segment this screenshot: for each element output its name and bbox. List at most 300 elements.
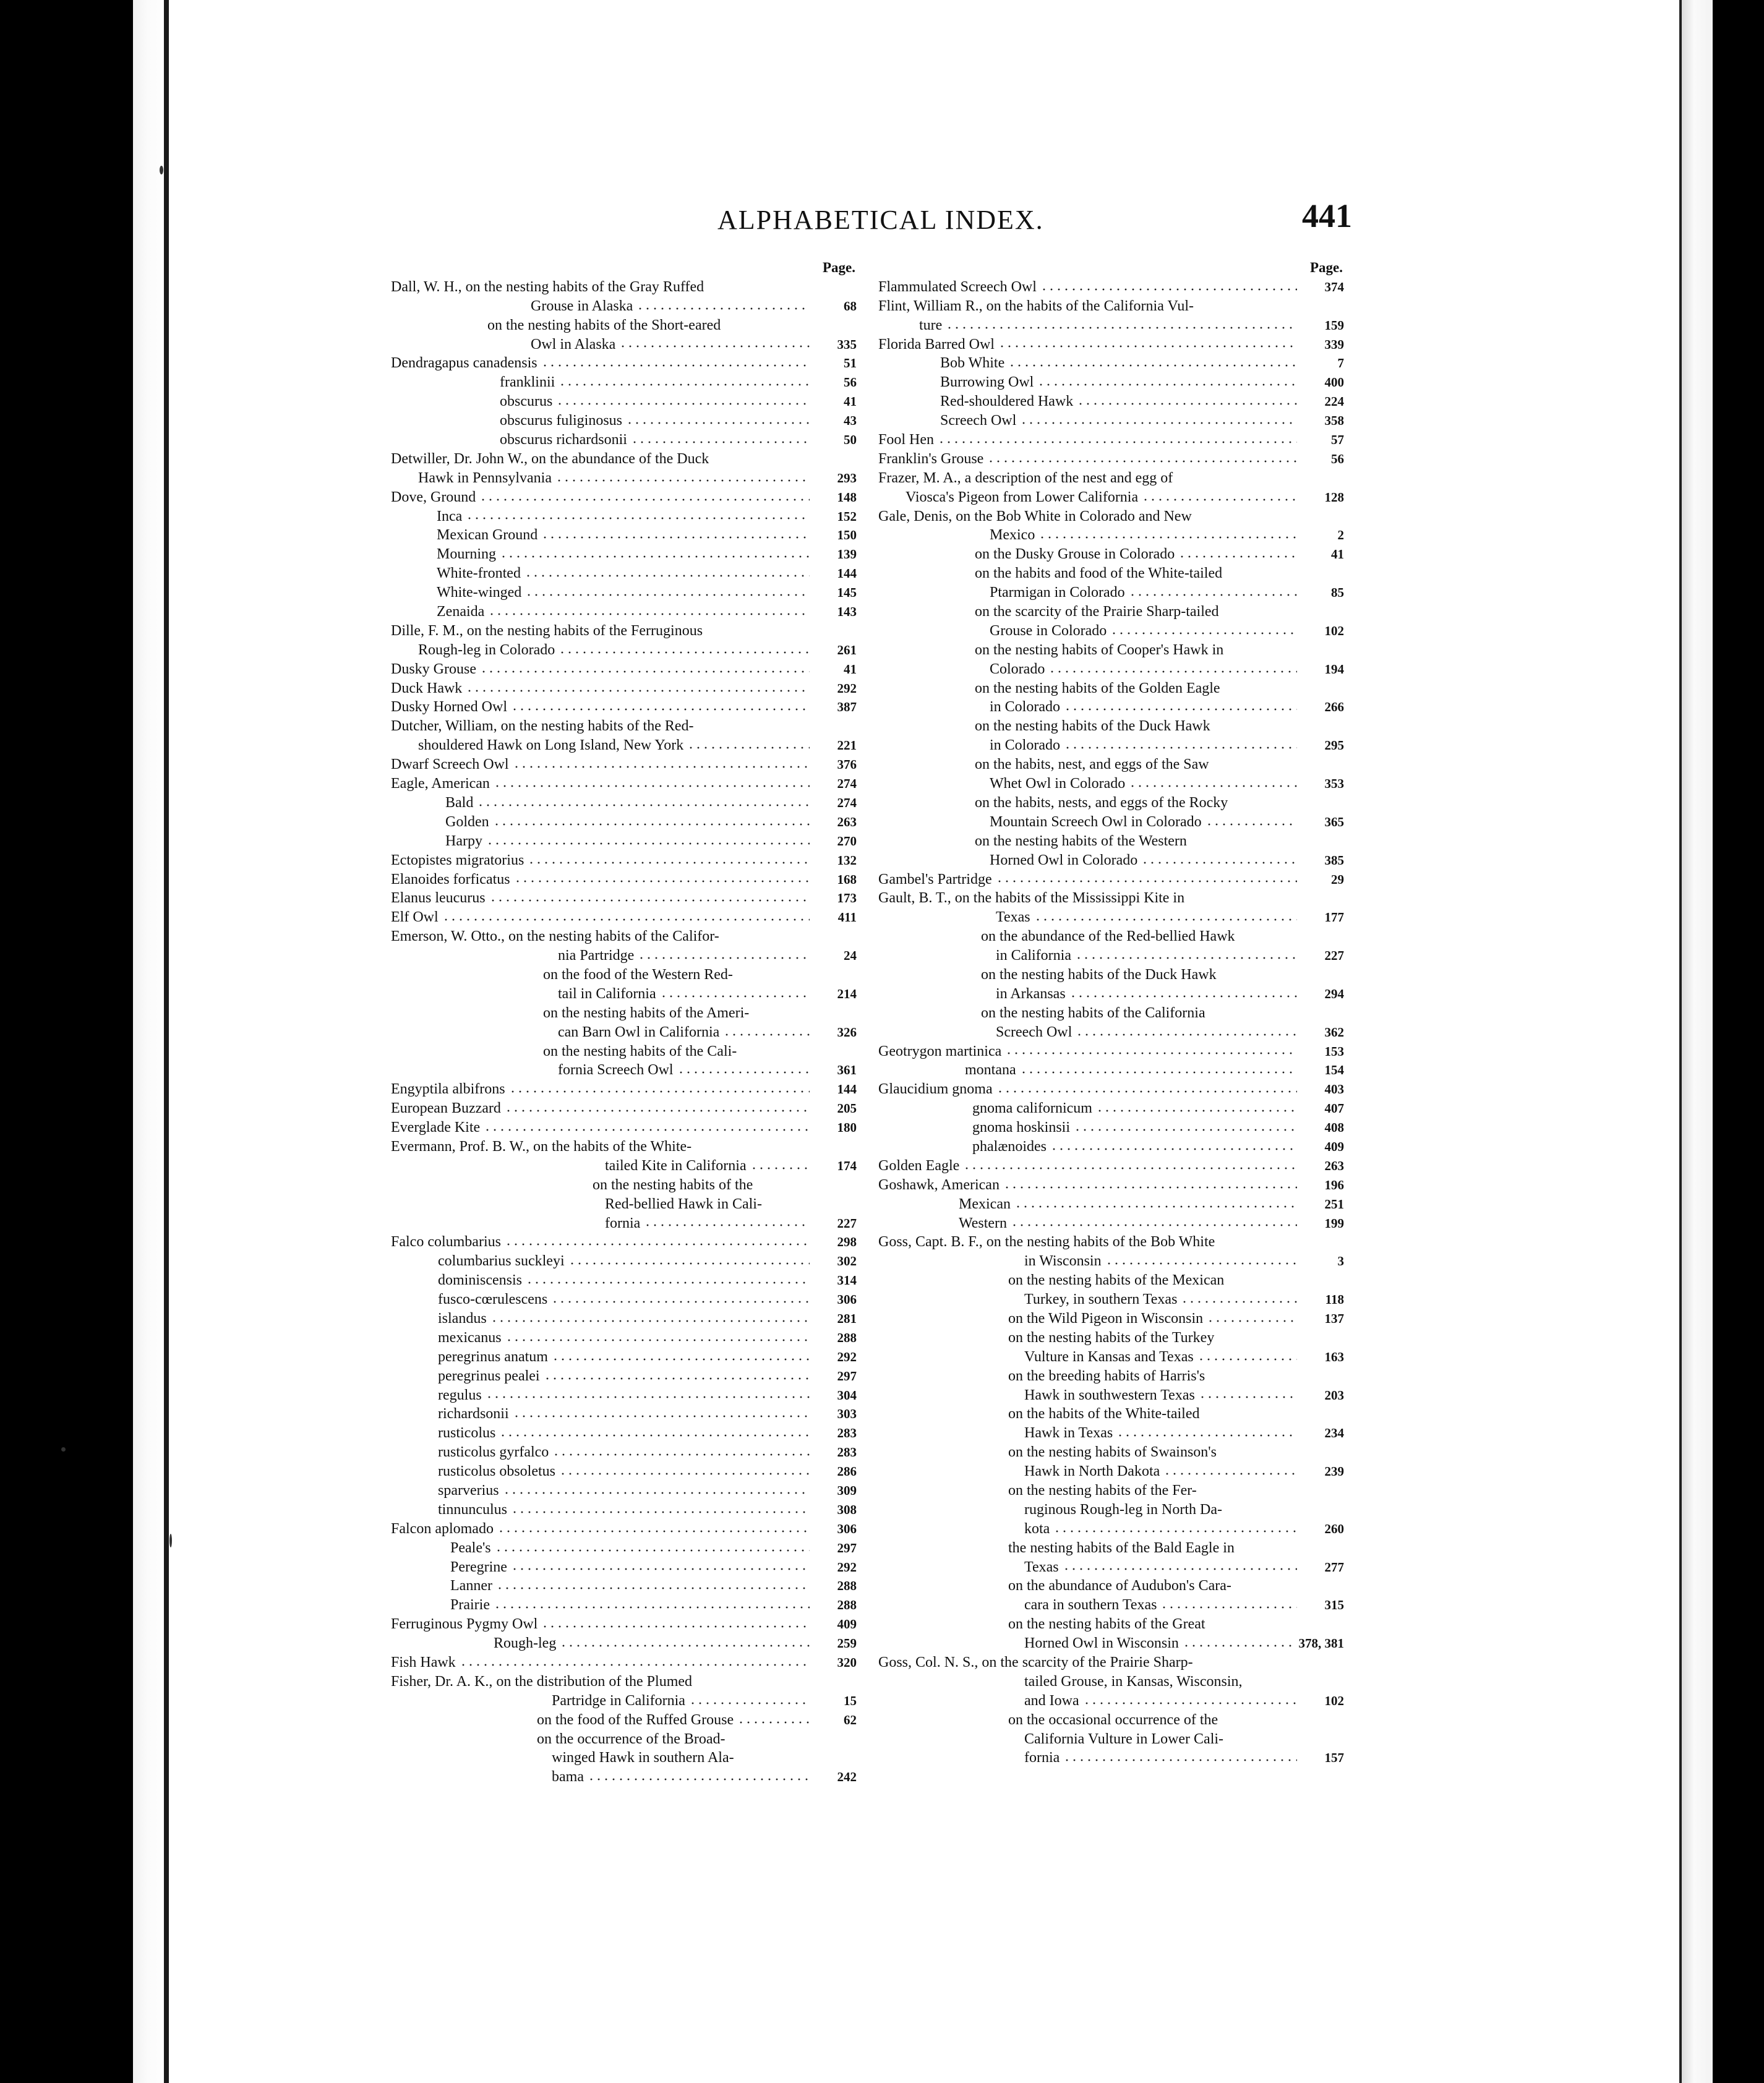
dot-leader <box>1063 1757 1297 1763</box>
entry-text: European Buzzard <box>391 1100 501 1117</box>
entry-text: on the nesting habits of the Mexican <box>1008 1272 1225 1289</box>
entry-text: Gale, Denis, on the Bob White in Colorado and New <box>878 508 1192 524</box>
dot-leader <box>526 1280 810 1286</box>
index-entry <box>878 1080 1344 1099</box>
index-entry <box>878 813 1344 832</box>
entry-text: Dille, F. M., on the nesting habits of the Ferruginous <box>391 622 703 639</box>
index-entry <box>391 1367 857 1386</box>
dot-leader <box>524 573 810 579</box>
index-entry <box>391 736 857 755</box>
index-entry <box>391 1386 857 1405</box>
index-entry <box>391 1558 857 1577</box>
dot-leader <box>631 439 810 445</box>
index-entry <box>391 507 857 526</box>
entry-text: tail in California <box>558 985 656 1002</box>
page-reference: 221 <box>837 738 857 753</box>
page-reference: 139 <box>837 547 857 562</box>
entry-text: Mexican <box>959 1195 1011 1212</box>
dot-leader <box>560 1643 810 1649</box>
entry-text: Fish Hawk <box>391 1654 456 1671</box>
page-reference: 132 <box>837 852 857 868</box>
entry-text: on the nesting habits of the Short-eared <box>487 317 721 333</box>
index-entry <box>878 1042 1344 1061</box>
index-entry <box>391 335 857 354</box>
entry-text: in Colorado <box>990 737 1060 754</box>
index-entry <box>391 1768 857 1787</box>
entry-text: Engyptila albifrons <box>391 1081 505 1098</box>
dot-leader <box>484 1127 810 1133</box>
entry-text: Evermann, Prof. B. W., on the habits of the White- <box>391 1138 692 1155</box>
index-entry <box>878 488 1344 507</box>
page-reference: 403 <box>1324 1082 1344 1097</box>
index-entry <box>878 1576 1344 1596</box>
entry-text: White-fronted <box>437 565 521 582</box>
index-entry <box>878 1653 1344 1672</box>
dot-leader <box>559 649 810 656</box>
dot-leader <box>1163 1471 1297 1477</box>
dot-leader <box>486 840 810 847</box>
entry-text: Fool Hen <box>878 432 934 448</box>
entry-text: Frazer, M. A., a description of the nest and egg of <box>878 469 1173 486</box>
index-entry <box>878 1386 1344 1405</box>
page-reference: 150 <box>837 528 857 543</box>
page-reference: 41 <box>844 661 857 677</box>
index-entry <box>878 316 1344 335</box>
page-reference: 50 <box>844 432 857 448</box>
entry-text: Detwiller, Dr. John W., on the abundance of the Duck <box>391 450 709 467</box>
entry-text: Elanoides forficatus <box>391 871 510 888</box>
dot-leader <box>1020 420 1297 426</box>
page-reference: 376 <box>837 757 857 772</box>
index-entry <box>878 851 1344 870</box>
entry-text: Glaucidium gnoma <box>878 1081 993 1098</box>
page-reference: 261 <box>837 642 857 657</box>
page-reference: 118 <box>1325 1292 1344 1307</box>
entry-text: Viosca's Pigeon from Lower California <box>906 489 1139 505</box>
dot-leader <box>1207 1318 1297 1324</box>
page-reference: 173 <box>837 891 857 906</box>
entry-text: on the nesting habits of the Fer- <box>1008 1482 1197 1499</box>
entry-text: Dutcher, William, on the nesting habits of the Red- <box>391 718 694 735</box>
index-entry <box>878 1271 1344 1290</box>
entry-text: Lanner <box>450 1578 492 1594</box>
index-entry <box>391 354 857 373</box>
page-reference: 174 <box>837 1158 857 1173</box>
index-entry <box>391 985 857 1004</box>
index-entry <box>878 507 1344 526</box>
index-entry <box>391 1634 857 1653</box>
page-reference: 154 <box>1324 1063 1344 1078</box>
index-entry <box>391 1539 857 1558</box>
dot-leader <box>528 860 810 866</box>
index-entry <box>878 545 1344 564</box>
page-reference: 274 <box>837 795 857 810</box>
index-entry <box>878 717 1344 736</box>
page-reference: 277 <box>1324 1559 1344 1575</box>
page-reference: 263 <box>837 814 857 829</box>
dot-leader <box>488 611 810 617</box>
index-entry <box>878 450 1344 469</box>
dot-leader <box>509 1089 810 1095</box>
page-reference: 102 <box>1324 1693 1344 1708</box>
dot-leader <box>505 1241 810 1247</box>
page-reference: 85 <box>1331 585 1344 601</box>
entry-text: White-winged <box>437 584 522 601</box>
page-reference: 57 <box>1331 432 1344 448</box>
page-reference: 283 <box>837 1445 857 1460</box>
entry-text: Dendragapus canadensis <box>391 355 537 372</box>
index-entry <box>391 1023 857 1042</box>
index-entry <box>878 1596 1344 1615</box>
dot-leader <box>689 1700 810 1706</box>
dot-leader <box>555 477 810 484</box>
page-reference: 43 <box>844 413 857 429</box>
index-entry <box>391 526 857 545</box>
entry-text: Texas <box>996 909 1030 926</box>
page-reference: 308 <box>837 1502 857 1517</box>
entry-text: Mexico <box>990 527 1035 544</box>
index-entry <box>878 411 1344 430</box>
entry-text: Emerson, W. Otto., on the nesting habits of the Califor- <box>391 928 719 945</box>
page-reference: 56 <box>844 375 857 390</box>
page-reference: 227 <box>1324 948 1344 964</box>
dot-leader <box>644 1222 810 1228</box>
page-reference: 292 <box>837 680 857 696</box>
dot-leader <box>1063 1566 1297 1572</box>
index-entry <box>878 965 1344 985</box>
dot-leader <box>499 1432 810 1439</box>
entry-text: Inca <box>437 508 463 524</box>
index-entry <box>391 717 857 736</box>
entry-text: Dusky Horned Owl <box>391 699 507 716</box>
entry-text: Dove, Ground <box>391 489 476 505</box>
entry-text: dominiscensis <box>438 1272 522 1289</box>
entry-text: on the nesting habits of Cooper's Hawk in <box>975 641 1224 658</box>
index-entry <box>878 1290 1344 1309</box>
page-reference: 263 <box>1324 1158 1344 1173</box>
index-entry <box>391 583 857 602</box>
index-entry <box>878 1157 1344 1176</box>
page-reference: 339 <box>1324 336 1344 352</box>
index-entry <box>878 1615 1344 1634</box>
index-entry <box>391 1214 857 1233</box>
dot-leader <box>998 343 1297 349</box>
entry-text: fusco-cœrulescens <box>438 1291 548 1308</box>
index-entry <box>391 1252 857 1271</box>
page-reference: 227 <box>837 1215 857 1231</box>
entry-text: Rough-leg in Colorado <box>418 641 555 658</box>
index-entry <box>391 1233 857 1252</box>
entry-text: Dall, W. H., on the nesting habits of the Gray Ruffed <box>391 278 704 295</box>
dot-leader <box>513 764 810 770</box>
entry-text: nia Partridge <box>558 947 635 964</box>
entry-text: rusticolus gyrfalco <box>438 1444 549 1461</box>
page-reference: 335 <box>837 336 857 352</box>
index-entry <box>391 316 857 335</box>
dot-leader <box>466 515 810 521</box>
index-entry <box>878 1500 1344 1520</box>
dot-leader <box>503 1490 810 1496</box>
index-entry <box>391 373 857 392</box>
dot-leader <box>1064 706 1297 712</box>
entry-text: rusticolus <box>438 1425 496 1442</box>
page-reference: 286 <box>837 1464 857 1479</box>
entry-text: tailed Kite in California <box>605 1157 747 1174</box>
index-entry <box>878 354 1344 373</box>
index-entry <box>878 1099 1344 1118</box>
index-entry <box>878 278 1344 297</box>
page-reference: 163 <box>1324 1349 1344 1364</box>
dot-leader <box>477 802 810 808</box>
page-reference: 41 <box>1331 547 1344 562</box>
page-reference: 361 <box>837 1063 857 1078</box>
entry-text: Mexican Ground <box>437 527 538 544</box>
entry-text: can Barn Owl in California <box>558 1024 720 1040</box>
index-entry <box>878 1118 1344 1137</box>
page-edge <box>1679 0 1713 2083</box>
page-reference: 288 <box>837 1330 857 1345</box>
index-entry <box>878 755 1344 774</box>
index-entry <box>391 908 857 927</box>
page-reference: 177 <box>1324 910 1344 925</box>
index-entry <box>391 1424 857 1443</box>
entry-text: Owl in Alaska <box>531 336 616 353</box>
dot-leader <box>1053 1528 1297 1534</box>
index-entry <box>391 1730 857 1749</box>
entry-text: on the habits, nests, and eggs of the Rocky <box>975 794 1228 811</box>
index-entry <box>391 1405 857 1424</box>
index-entry <box>878 1748 1344 1768</box>
entry-text: Burrowing Owl <box>940 374 1034 391</box>
index-entry <box>391 602 857 622</box>
dot-leader <box>511 1566 810 1572</box>
index-entry <box>391 1004 857 1023</box>
index-entry <box>391 450 857 469</box>
entry-text: Hawk in Pennsylvania <box>418 469 552 486</box>
index-entry <box>878 679 1344 698</box>
index-entry <box>878 1348 1344 1367</box>
entry-text: Elanus leucurus <box>391 890 486 907</box>
dot-leader <box>1008 362 1297 369</box>
page-reference: 298 <box>837 1234 857 1250</box>
dot-leader <box>1034 917 1297 923</box>
page-reference: 326 <box>837 1024 857 1040</box>
entry-text: sparverius <box>438 1482 499 1499</box>
page-reference: 102 <box>1324 623 1344 638</box>
page-reference: 292 <box>837 1349 857 1364</box>
dot-leader <box>494 783 810 789</box>
index-entry <box>391 430 857 450</box>
entry-text: Rough-leg <box>494 1635 557 1652</box>
index-entry <box>878 583 1344 602</box>
entry-text: Golden <box>445 813 489 830</box>
page-reference: 320 <box>837 1655 857 1670</box>
index-entry <box>878 1462 1344 1481</box>
index-entry <box>391 851 857 870</box>
dot-leader <box>1040 286 1297 293</box>
entry-text: rusticolus obsoletus <box>438 1463 555 1480</box>
page-reference: 168 <box>837 871 857 887</box>
dot-leader <box>996 1089 1297 1095</box>
entry-text: Falco columbarius <box>391 1234 501 1251</box>
entry-text: mexicanus <box>438 1329 502 1346</box>
dot-leader <box>497 1528 810 1534</box>
index-entry <box>391 793 857 813</box>
index-entry <box>878 1711 1344 1730</box>
dot-leader <box>1077 401 1297 407</box>
dot-leader <box>541 362 810 369</box>
entry-text: Harpy <box>445 832 482 849</box>
index-entry <box>391 1748 857 1768</box>
entry-text: on the nesting habits of the California <box>981 1004 1205 1021</box>
entry-text: on the nesting habits of the Western <box>975 832 1187 849</box>
entry-text: in Arkansas <box>996 985 1066 1002</box>
page-reference: 288 <box>837 1578 857 1594</box>
dot-leader <box>996 878 1297 884</box>
dot-leader <box>1116 1432 1297 1439</box>
dot-leader <box>505 1337 810 1343</box>
dot-leader <box>750 1165 810 1171</box>
entry-text: regulus <box>438 1387 482 1403</box>
dot-leader <box>1048 669 1297 675</box>
page-reference: 148 <box>837 489 857 505</box>
page-reference: 144 <box>837 1082 857 1097</box>
entry-text: Falcon aplomado <box>391 1520 494 1537</box>
entry-text: on the abundance of the Red-bellied Hawk <box>981 928 1235 945</box>
page-reference: 408 <box>1324 1120 1344 1136</box>
index-entry <box>391 1653 857 1672</box>
index-entry <box>878 1443 1344 1462</box>
index-entry <box>391 1290 857 1309</box>
index-entry <box>878 1367 1344 1386</box>
entry-text: columbarius suckleyi <box>438 1253 565 1270</box>
entry-text: obscurus richardsonii <box>500 432 627 448</box>
dot-leader <box>636 306 810 312</box>
page-reference: 145 <box>837 585 857 601</box>
page-reference: 409 <box>837 1617 857 1632</box>
page-reference: 407 <box>1324 1101 1344 1116</box>
dot-leader <box>1003 1184 1297 1191</box>
index-entry <box>391 679 857 698</box>
entry-text: fornia Screech Owl <box>558 1062 674 1079</box>
entry-text: fornia <box>1024 1750 1060 1766</box>
entry-text: Golden Eagle <box>878 1157 960 1174</box>
entry-text: Flammulated Screech Owl <box>878 278 1037 295</box>
entry-text: phalænoides <box>972 1138 1047 1155</box>
entry-text: Screech Owl <box>996 1024 1073 1040</box>
dot-leader <box>514 878 810 884</box>
index-entry <box>878 392 1344 411</box>
dot-leader <box>1105 1260 1297 1267</box>
index-entry <box>391 1596 857 1615</box>
index-entry <box>878 1539 1344 1558</box>
page-reference: 153 <box>1324 1043 1344 1059</box>
dot-leader <box>442 917 810 923</box>
entry-text: on the nesting habits of the Cali- <box>543 1043 737 1059</box>
page-reference: 292 <box>837 1559 857 1575</box>
index-entry <box>878 526 1344 545</box>
dot-leader <box>638 955 810 961</box>
column-heading: Page. <box>1309 260 1343 275</box>
entry-text: on the habits and food of the White-tailed <box>975 565 1223 582</box>
index-entry <box>391 545 857 564</box>
dot-leader <box>938 439 1297 445</box>
entry-text: Grouse in Alaska <box>531 297 633 314</box>
entry-list <box>391 278 857 1787</box>
dot-leader <box>1197 1356 1297 1362</box>
entry-text: Bob White <box>940 355 1005 372</box>
entry-text: obscurus fuliginosus <box>500 413 622 429</box>
index-entry <box>878 698 1344 717</box>
entry-text: Dwarf Screech Owl <box>391 756 509 773</box>
entry-text: in California <box>996 947 1071 964</box>
scan-speck <box>160 166 163 174</box>
entry-text: gnoma californicum <box>972 1100 1092 1117</box>
index-entry <box>391 946 857 965</box>
page-reference: 306 <box>837 1292 857 1307</box>
index-entry <box>391 698 857 717</box>
dot-leader <box>513 1413 810 1419</box>
entry-text: Franklin's Grouse <box>878 450 984 467</box>
index-entry <box>878 1195 1344 1214</box>
index-entry <box>391 641 857 660</box>
dot-leader <box>660 993 810 999</box>
dot-leader <box>480 669 810 675</box>
dot-leader <box>1076 1032 1297 1038</box>
page-reference: 15 <box>844 1693 857 1708</box>
dot-leader <box>496 1585 810 1591</box>
entry-text: Western <box>959 1215 1008 1231</box>
page-reference: 128 <box>1324 489 1344 505</box>
entry-text: on the Wild Pigeon in Wisconsin <box>1008 1310 1204 1327</box>
page-reference: 259 <box>837 1636 857 1651</box>
entry-text: on the abundance of Audubon's Cara- <box>1008 1578 1231 1594</box>
dot-leader <box>1069 993 1297 999</box>
running-head: ALPHABETICAL INDEX. <box>717 205 1044 235</box>
index-entry <box>878 660 1344 679</box>
index-entry <box>878 430 1344 450</box>
entry-text: Goss, Col. N. S., on the scarcity of the Prairie Sharp- <box>878 1654 1193 1671</box>
index-entry <box>878 908 1344 927</box>
index-entry <box>391 1443 857 1462</box>
dot-leader <box>1142 497 1297 503</box>
entry-text: Partridge in California <box>552 1692 685 1709</box>
entry-text: ruginous Rough-leg in North Da- <box>1024 1501 1222 1518</box>
index-entry <box>391 488 857 507</box>
index-entry <box>878 927 1344 946</box>
dot-leader <box>1014 1204 1297 1210</box>
index-entry <box>878 564 1344 583</box>
entry-text: Turkey, in southern Texas <box>1024 1291 1178 1308</box>
dot-leader <box>946 325 1297 331</box>
entry-text: on the food of the Ruffed Grouse <box>537 1711 734 1728</box>
page-reference: 29 <box>1331 871 1344 887</box>
index-entry <box>878 889 1344 908</box>
index-entry <box>391 755 857 774</box>
index-entry <box>391 1080 857 1099</box>
page-reference: 56 <box>1331 451 1344 466</box>
dot-leader <box>489 897 810 904</box>
dot-leader <box>1050 1146 1297 1152</box>
entry-text: montana <box>965 1062 1016 1079</box>
index-entry <box>878 1214 1344 1233</box>
page-reference: 144 <box>837 566 857 581</box>
page-reference: 281 <box>837 1311 857 1326</box>
entry-text: islandus <box>438 1310 487 1327</box>
page-reference: 7 <box>1337 356 1344 371</box>
entry-text: on the nesting habits of the Great <box>1008 1616 1205 1633</box>
dot-leader <box>1074 1127 1297 1133</box>
